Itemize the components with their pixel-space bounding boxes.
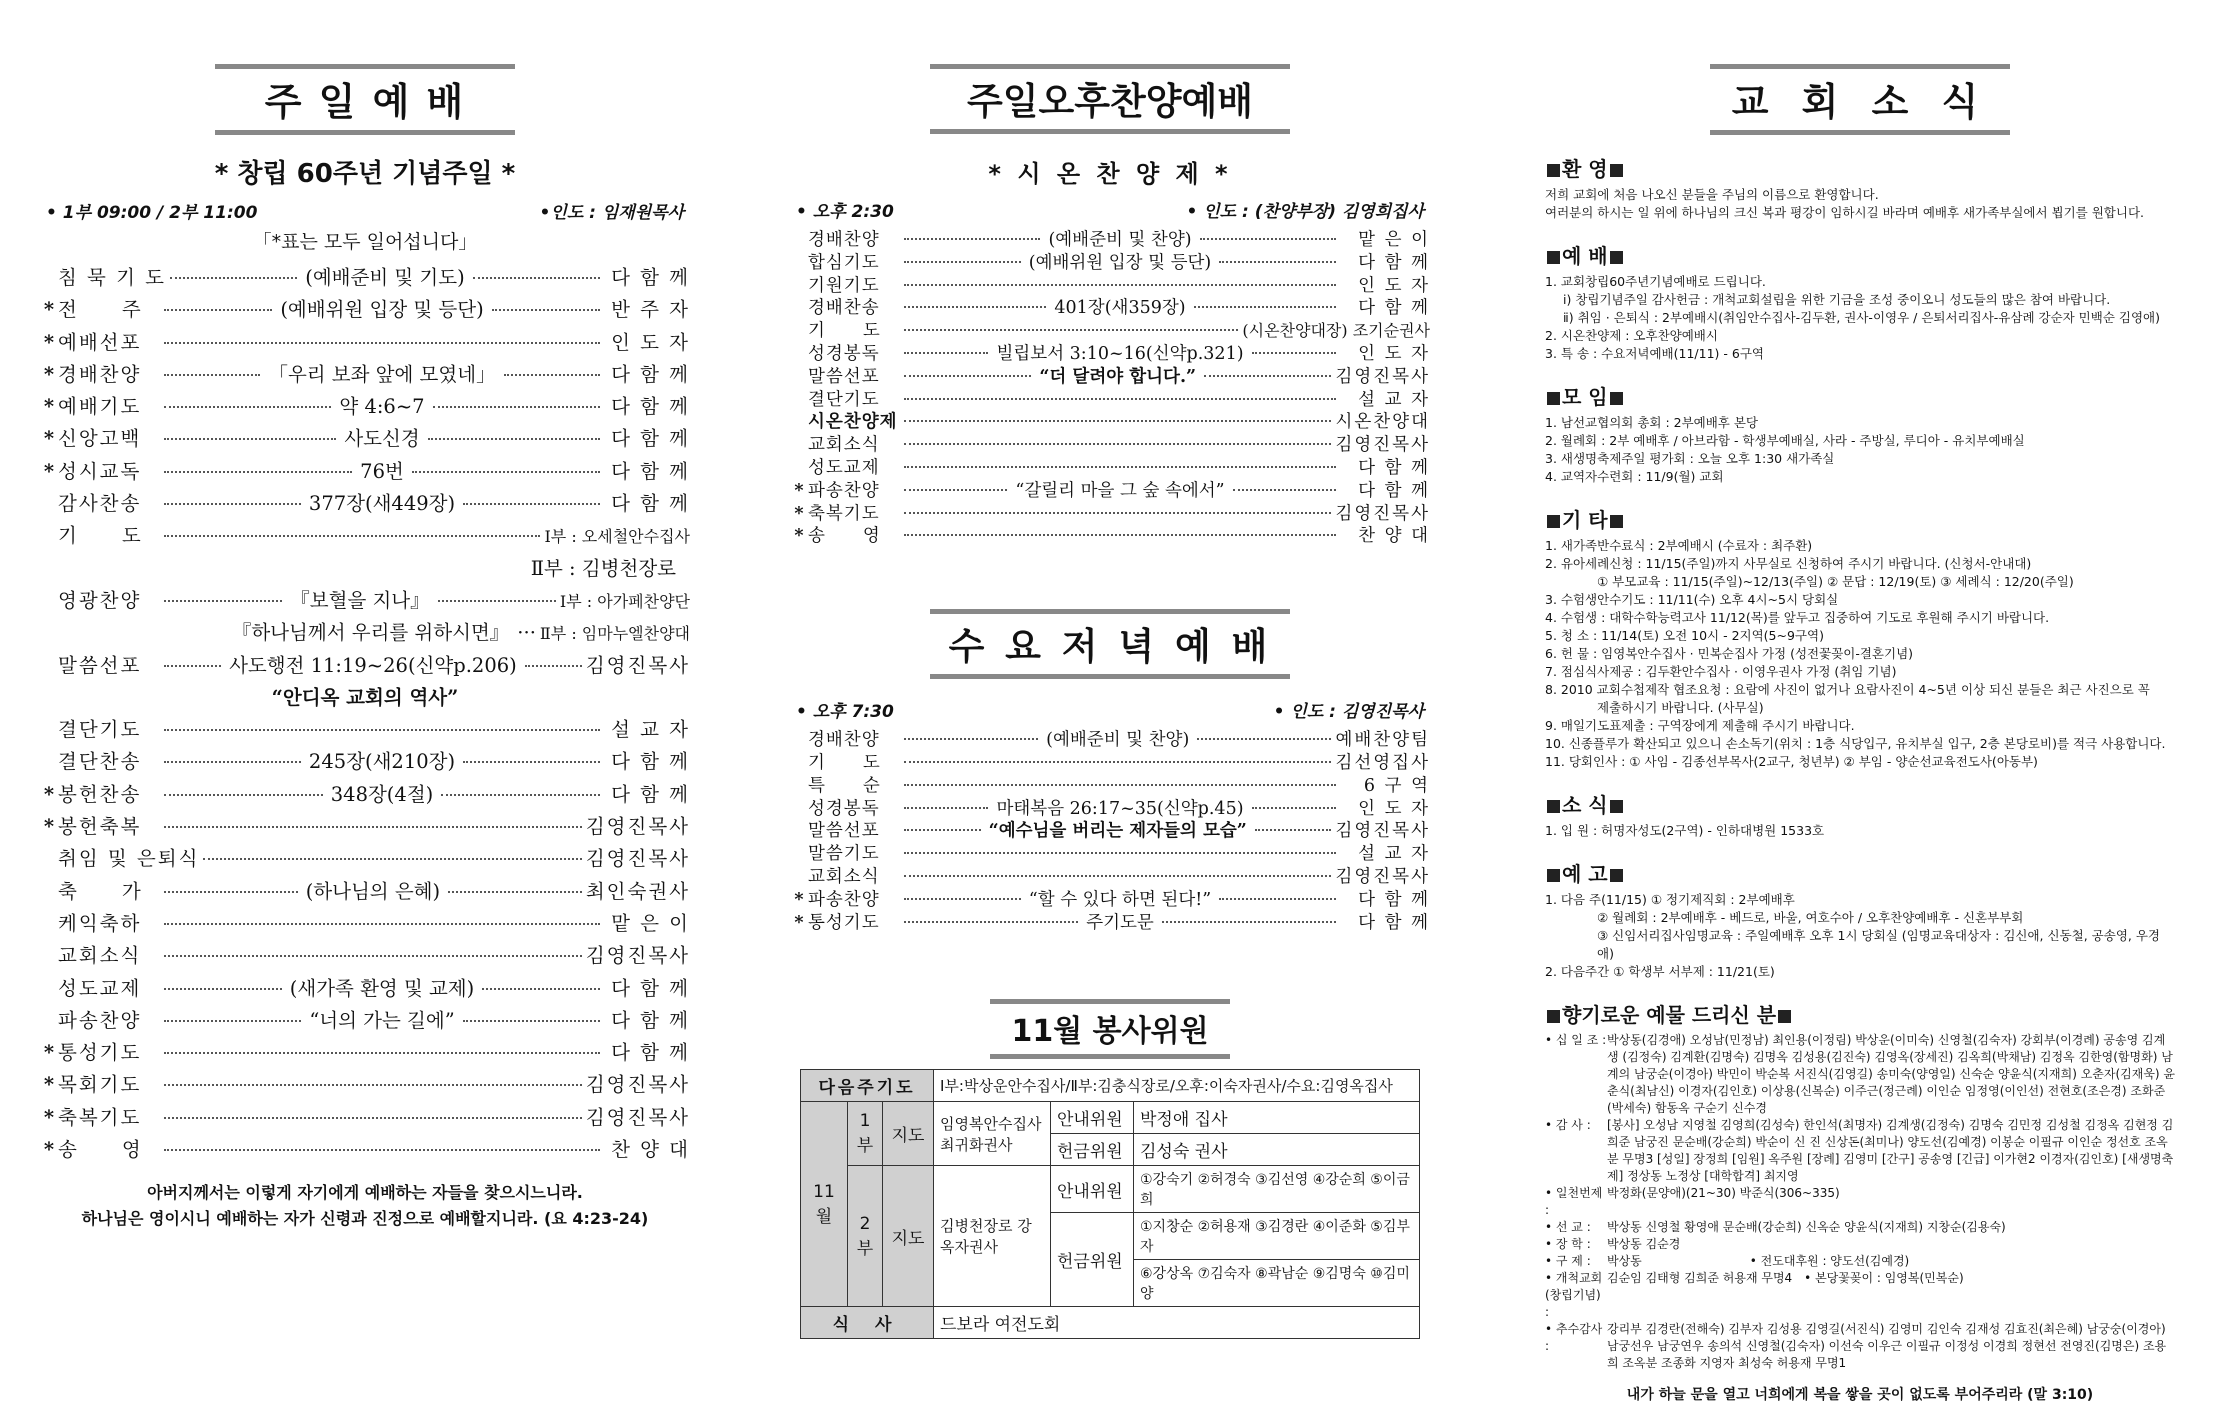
order-row-anthem: 영광찬양 『보혈을 지나』 Ⅰ부 : 아가페찬양단 — [58, 588, 690, 612]
wednesday-meta: • 오후 7:30 • 인도 : 김영진목사 — [796, 702, 1424, 723]
next-prayer-value: Ⅰ부:박상운안수집사/Ⅱ부:김충식장로/오후:이숙자권사/수요:김영옥집사 — [934, 1070, 1420, 1102]
part1-guide-label: 안내위원 — [1051, 1102, 1134, 1134]
offering-row: • 일천번제 : 박정화(문양애)(21~30) 박준식(306~335) — [1545, 1186, 1840, 1217]
order-label: 말씀선포 — [58, 653, 142, 677]
order-label: 말씀선포 — [808, 821, 880, 842]
order-label: 교회소식 — [808, 435, 880, 456]
order-list-1 — [40, 262, 690, 553]
worship-notices — [1545, 273, 2175, 363]
church-news-column — [1545, 0, 2175, 1408]
part1-offer: 김성숙 권사 — [1134, 1134, 1420, 1166]
order-row — [790, 340, 1430, 363]
order-row: * 송 영 찬 양 대 — [40, 1134, 690, 1166]
service-meta — [46, 198, 684, 223]
anniversary-subtitle: * 창립 60주년 기념주일 * — [214, 159, 516, 189]
order-label: 성시교독 — [58, 459, 142, 483]
order-detail: 사도행전 11:19~26(신약p.206) — [229, 653, 517, 677]
square-bullet-icon — [1547, 800, 1560, 813]
order-person: 김영진목사 — [585, 944, 690, 968]
order-row — [790, 726, 1430, 749]
square-bullet-icon — [1610, 164, 1623, 177]
order-label: 침 묵 기 도 — [58, 266, 166, 289]
order-label: 취임 및 은퇴식 — [58, 847, 200, 871]
meeting-notices — [1545, 414, 2175, 486]
order-detail: 348장(4절) — [330, 782, 434, 806]
notice-line: ⅰ) 창립기념주일 감사헌금 : 개척교회설립을 위한 기금을 조성 중이오니 성도들의 많은 참여 바랍니다. — [1563, 292, 2111, 307]
order-person: 다 함 께 — [1358, 912, 1430, 933]
wednesday-service-title: 수 요 저 녁 예 배 — [930, 609, 1290, 679]
notice-line: ③ 신임서리집사임명교육 : 주일예배후 오후 1시 당회실 (임명교육대상자 : 김신애, 신동철, 공송영, 우경애) — [1597, 928, 2160, 961]
order-detail: 76번 — [360, 459, 404, 483]
wednesday-order-list — [790, 726, 1430, 931]
order-row — [40, 714, 690, 746]
offering-heading: 향기로운 예물 드리신 분 — [1545, 999, 2175, 1028]
order-detail: (예배준비 및 찬양) — [1046, 730, 1190, 751]
order-person: 다 함 께 — [1358, 252, 1430, 273]
part2-cell: 2부 — [848, 1166, 883, 1307]
square-bullet-icon — [1547, 515, 1560, 528]
order-person: 다 함 께 — [1358, 457, 1430, 478]
notice-line: 8. 2010 교회수첩제작 협조요청 : 요람에 사진이 없거나 요람사진이 4~5년 이상 되신 분들은 최근 사진으로 꼭 — [1545, 682, 2150, 697]
square-bullet-icon — [1547, 869, 1560, 882]
order-person: 김영진목사 — [1335, 503, 1430, 524]
notice-line: 2. 월례회 : 2부 예배후 / 아브라함 - 학생부예배실, 사라 - 주방실, 루디아 - 유치부예배실 — [1545, 433, 2025, 448]
notice-line: 1. 다음 주(11/15) ① 정기제직회 : 2부예배후 — [1545, 892, 1795, 907]
part2-jido: 지도 — [883, 1166, 934, 1307]
afternoon-meta: • 오후 2:30 • 인도 : (찬양부장) 김영희집사 — [796, 202, 1424, 222]
order-person: 찬 양 대 — [611, 1138, 690, 1162]
order-label: 예배기도 — [58, 395, 142, 419]
volunteers-title: 11월 봉사위원 — [990, 999, 1230, 1059]
order-person: 설 교 자 — [1358, 844, 1430, 865]
order-row — [790, 294, 1430, 317]
notice-line: 2. 시온찬양제 : 오후찬양예배시 — [1545, 328, 1718, 343]
part1-cell: 1부 — [848, 1102, 883, 1166]
order-row — [40, 262, 690, 294]
order-row: * 성시교독 76번 다 함 께 — [40, 456, 690, 488]
order-label: 파송찬양 — [808, 889, 880, 910]
order-row — [40, 973, 690, 1005]
order-detail: 377장(새449장) — [308, 492, 456, 516]
part1-jido: 지도 — [883, 1102, 934, 1166]
order-label: 특 순 — [808, 775, 881, 796]
order-detail: 「우리 보좌 앞에 모였네」 — [268, 362, 496, 386]
afternoon-order-list — [790, 226, 1430, 545]
prayer-part2: Ⅱ부 : 김병천장로 — [530, 556, 676, 580]
notice-line: 10. 신종플루가 확산되고 있으니 손소독기(위치 : 1층 식당입구, 유치부실 입구, 2층 본당로비)를 적극 사용합니다. — [1545, 736, 2166, 751]
order-label: 전 주 — [58, 298, 143, 322]
order-detail: 주기도문 — [1086, 912, 1154, 933]
order-person: 맡 은 이 — [611, 911, 690, 935]
notice-line: 6. 헌 물 : 임영복안수집사 · 민복순집사 가정 (성전꽃꽂이-결혼기념) — [1545, 646, 1914, 661]
order-list-2 — [40, 650, 690, 682]
order-row — [790, 272, 1430, 295]
welcome-heading: 환 영 — [1545, 153, 2175, 182]
zion-festival-subtitle: * 시 온 찬 양 제 * — [988, 160, 1232, 188]
order-label: 경배찬양 — [808, 730, 880, 751]
notice-line: 1. 새가족반수료식 : 2부예배시 (수료자 : 최주환) — [1545, 538, 1813, 553]
order-label: 파송찬양 — [58, 1008, 142, 1032]
order-label: 축복기도 — [808, 503, 880, 524]
news-heading: 소 식 — [1545, 789, 2175, 818]
order-detail: “예수님을 버리는 제자들의 모습” — [988, 821, 1247, 842]
order-row — [790, 363, 1430, 386]
order-row — [790, 408, 1430, 431]
order-label: 경배찬양 — [808, 230, 880, 250]
order-label: 예배선포 — [58, 330, 142, 354]
order-person: 6 구 역 — [1363, 775, 1430, 796]
malachi-footer: 내가 하늘 문을 열고 너희에게 복을 쌓을 곳이 없도록 부어주리라 (말 3:10) — [1626, 1387, 2094, 1403]
notice-line: 4. 수험생 : 대학수학능력고사 11/12(목)를 앞두고 집중하여 기도로 후원해 주시기 바랍니다. — [1545, 610, 2050, 625]
order-person: 설 교 자 — [1358, 389, 1430, 410]
meal-label: 식 사 — [801, 1307, 934, 1339]
order-row: * 통성기도 다 함 께 — [40, 1037, 690, 1069]
order-person: 김영진목사 — [1335, 821, 1430, 842]
order-person: 다 함 께 — [611, 976, 691, 1000]
order-person: 다 함 께 — [611, 266, 690, 289]
order-detail: (하나님의 은혜) — [305, 879, 441, 903]
square-bullet-icon — [1547, 164, 1560, 177]
order-label: 파송찬양 — [808, 480, 880, 501]
order-person: 인 도 자 — [1358, 343, 1431, 364]
order-person: Ⅰ부 : 오세철안수집사 — [544, 527, 690, 547]
preview-heading: 예 고 — [1545, 858, 2175, 887]
order-person: 김영진목사 — [1335, 435, 1430, 456]
order-row — [40, 908, 690, 940]
order-person: 설 교 자 — [611, 718, 690, 742]
order-person: (시온찬양대장) 조기순권사 — [1242, 321, 1430, 341]
welcome-text — [1545, 186, 2175, 222]
order-person: 시온찬양대 — [1335, 412, 1430, 433]
notice-line: 7. 점심식사제공 : 김두환안수집사 · 이영우권사 가정 (취임 기념) — [1545, 664, 1897, 679]
order-person: 인 도 자 — [1358, 275, 1430, 296]
order-label: 성도교제 — [808, 457, 880, 478]
order-row — [40, 650, 690, 682]
sunday-service-title: 주 일 예 배 — [215, 64, 515, 135]
square-bullet-icon — [1610, 251, 1623, 264]
order-label: 경배찬양 — [58, 362, 142, 386]
notice-line: 1. 남선교협의회 총회 : 2부예배후 본당 — [1545, 415, 1759, 430]
order-row: * 예배기도 약 4:6~7 다 함 께 — [40, 391, 690, 423]
order-row — [790, 817, 1430, 840]
order-person: 김영진목사 — [585, 1105, 690, 1129]
order-person: 다 함 께 — [611, 782, 691, 806]
order-detail: 401장(새359장) — [1054, 298, 1186, 319]
order-label: 통성기도 — [808, 912, 880, 933]
sermon-title: “안디옥 교회의 역사” — [271, 685, 459, 709]
meal-value: 드보라 여전도회 — [934, 1307, 1420, 1339]
scripture-footer: 아버지께서는 이렇게 자기에게 예배하는 자들을 찾으시느니라. 하나님은 영이시니 예배하는 자가 신령과 진정으로 예배할지니라. (요 4:23-24) — [81, 1183, 649, 1229]
order-person: 인 도 자 — [611, 330, 690, 354]
worship-heading: 예 배 — [1545, 240, 2175, 269]
stand-note: 「*표는 모두 일어섭니다」 — [252, 231, 478, 253]
part2-offer-label: 헌금위원 — [1051, 1213, 1134, 1307]
next-prayer-label: 다음주기도 — [801, 1070, 934, 1102]
order-row: * 봉헌축복 김영진목사 — [40, 811, 690, 843]
square-bullet-icon — [1547, 1010, 1560, 1023]
order-label: 말씀선포 — [808, 366, 880, 387]
order-row: * 파송찬양 “갈릴리 마을 그 숲 속에서” 다 함 께 — [790, 477, 1430, 500]
notice-line: ② 월례회 : 2부예배후 - 베드로, 바울, 여호수아 / 오후찬양예배후 - 신혼부부회 — [1597, 910, 2024, 925]
order-label: 성도교제 — [58, 976, 142, 1000]
order-detail: (예배위원 입장 및 등단) — [1028, 252, 1212, 273]
notice-line: 4. 교역자수련회 : 11/9(월) 교회 — [1545, 469, 1724, 484]
order-label: 송 영 — [808, 526, 881, 547]
square-bullet-icon — [1547, 392, 1560, 405]
etc-heading: 기 타 — [1545, 504, 2175, 533]
order-row — [40, 520, 690, 552]
afternoon-service-title: 주일오후찬양예배 — [930, 64, 1290, 134]
order-row — [790, 772, 1430, 795]
order-person: 다 함 께 — [1358, 480, 1431, 501]
offering-row: • 장 학 : 박상동 김순경 — [1545, 1237, 1681, 1251]
order-person: 다 함 께 — [611, 459, 690, 483]
part2-leaders: 김병천장로 강옥자권사 — [934, 1166, 1051, 1307]
order-person: 찬 양 대 — [1358, 526, 1430, 547]
order-detail: “갈릴리 마을 그 숲 속에서” — [1015, 480, 1225, 501]
order-row — [790, 863, 1430, 886]
square-bullet-icon — [1610, 800, 1623, 813]
order-row — [40, 1005, 690, 1037]
order-person: 반 주 자 — [611, 298, 691, 322]
square-bullet-icon — [1778, 1010, 1791, 1023]
part1-leaders: 임영복안수집사 최귀화권사 — [934, 1102, 1051, 1166]
order-person: 김영진목사 — [585, 653, 690, 677]
part2-guide: ①강숙기 ②허경숙 ③김선영 ④강순희 ⑤이금희 — [1134, 1166, 1420, 1213]
notice-line: 5. 청 소 : 11/14(토) 오전 10시 - 2지역(5~9구역) — [1545, 628, 1824, 643]
notice-line: 11. 당회인사 : ① 사임 - 김종선부목사(2교구, 청년부) ② 부임 - 양순선교육전도사(아동부) — [1545, 754, 2038, 769]
order-person: 김영진목사 — [585, 1073, 690, 1097]
order-row — [790, 795, 1430, 818]
order-row — [40, 876, 690, 908]
order-row — [790, 840, 1430, 863]
order-label: 신앙고백 — [58, 427, 142, 451]
notice-line: 3. 특 송 : 수요저녁예배(11/11) - 6구역 — [1545, 346, 1764, 361]
order-person: 김선영집사 — [1335, 752, 1430, 773]
order-detail: 245장(새210장) — [308, 750, 456, 774]
order-detail: (새가족 환영 및 교제) — [289, 976, 475, 1000]
order-label: 결단기도 — [808, 389, 880, 410]
order-label: 케익축하 — [58, 911, 142, 935]
order-person: 다 함 께 — [611, 750, 691, 774]
order-list-3 — [40, 714, 690, 1166]
order-row: * 신앙고백 사도신경 다 함 께 — [40, 423, 690, 455]
order-row — [790, 249, 1430, 272]
order-person: 예배찬양팀 — [1335, 730, 1430, 751]
service-time: • 1부 09:00 / 2부 11:00 — [46, 203, 258, 223]
order-label: 감사찬송 — [58, 492, 142, 516]
order-detail: (예배준비 및 기도) — [305, 266, 465, 289]
service-leader: •인도 : 임재원목사 — [539, 203, 684, 223]
order-label: 기 도 — [58, 524, 143, 548]
order-person: 다 함 께 — [611, 1041, 690, 1065]
order-row: * 축복기도 김영진목사 — [40, 1102, 690, 1134]
order-row: * 목회기도 김영진목사 — [40, 1069, 690, 1101]
order-label: 성경봉독 — [808, 343, 880, 364]
part2-offer-1: ①지창순 ②허용재 ③김경란 ④이준화 ⑤김부자 — [1134, 1213, 1420, 1260]
notice-line: ① 부모교육 : 11/15(주일)~12/13(주일) ② 문답 : 12/19(토) ③ 세례식 : 12/20(주일) — [1597, 574, 2074, 589]
notice-line: 3. 수험생안수기도 : 11/11(수) 오후 4시~5시 당회실 — [1545, 592, 1839, 607]
offering-row: • 개척교회(창립기념) : 김순임 김태형 김희준 허용재 무명4 • 본당꽃꽂이 : 임영복(민복순) — [1545, 1271, 1964, 1319]
order-row: * 예배선포 인 도 자 — [40, 327, 690, 359]
order-label: 송 영 — [58, 1138, 143, 1162]
order-row: * 파송찬양 “할 수 있다 하면 된다!” 다 함 께 — [790, 886, 1430, 909]
order-row: * 통성기도 주기도문 다 함 께 — [790, 909, 1430, 932]
square-bullet-icon — [1610, 515, 1623, 528]
notice-line: 2. 다음주간 ① 학생부 서부제 : 11/21(토) — [1545, 964, 1775, 979]
order-row — [790, 386, 1430, 409]
etc-notices — [1545, 537, 2175, 771]
offering-list — [1545, 1032, 2175, 1372]
order-row: * 축복기도 김영진목사 — [790, 500, 1430, 523]
order-person: 김영진목사 — [585, 815, 690, 839]
order-detail: (예배위원 입장 및 등단) — [280, 298, 484, 322]
order-detail: 약 4:6~7 — [339, 395, 425, 419]
order-label: 통성기도 — [58, 1041, 142, 1065]
part2-guide-label: 안내위원 — [1051, 1166, 1134, 1213]
order-label: 결단기도 — [58, 718, 142, 742]
meeting-heading: 모 임 — [1545, 381, 2175, 410]
order-person: 다 함 께 — [611, 427, 691, 451]
order-person: 김영진목사 — [1335, 866, 1430, 887]
order-label: 성경봉독 — [808, 798, 880, 819]
offering-row: • 선 교 : 박상동 신영철 황영애 문순배(강순희) 신옥순 양윤식(지재희) 지창순(김용숙) — [1545, 1220, 2006, 1234]
notice-line: ⅱ) 취임 · 은퇴식 : 2부예배시(취임안수집사-김두환, 권사-이영우 / 은퇴서리집사-유삼례 강순자 민백순 김영애) — [1563, 310, 2160, 325]
order-row: * 송 영 찬 양 대 — [790, 522, 1430, 545]
order-row — [790, 749, 1430, 772]
order-detail: “더 달려야 합니다.” — [1039, 366, 1197, 387]
sunday-service-column — [40, 0, 690, 1232]
order-row: * 봉헌찬송 348장(4절) 다 함 께 — [40, 779, 690, 811]
order-detail: “너의 가는 길에” — [309, 1008, 455, 1032]
order-detail: “할 수 있다 하면 된다!” — [1028, 889, 1212, 910]
order-label: 교회소식 — [808, 866, 880, 887]
notice-line: 여러분의 하시는 일 위에 하나님의 크신 복과 평강이 임하시길 바라며 예배후 새가족부실에서 뵙기를 원합니다. — [1545, 205, 2145, 220]
order-row — [790, 226, 1430, 249]
order-label: 교회소식 — [58, 944, 142, 968]
volunteers-table — [800, 1069, 1420, 1339]
order-person: 맡 은 이 — [1358, 230, 1430, 250]
order-label: 목회기도 — [58, 1073, 142, 1097]
order-detail: 사도신경 — [344, 427, 420, 451]
notice-line: 9. 매일기도표제출 : 구역장에게 제출해 주시기 바랍니다. — [1545, 718, 1855, 733]
order-person: 김영진목사 — [585, 847, 690, 871]
order-row — [790, 317, 1430, 340]
order-row: * 경배찬양 「우리 보좌 앞에 모였네」 다 함 께 — [40, 359, 690, 391]
order-label: 합심기도 — [808, 252, 880, 273]
order-label: 축복기도 — [58, 1105, 142, 1129]
order-row-anthem-2: 『하나님께서 우리를 위하시면』 ··· Ⅱ부 : 임마누엘찬양대 — [231, 621, 690, 645]
order-label: 경배찬송 — [808, 298, 880, 319]
square-bullet-icon — [1610, 869, 1623, 882]
offering-row: • 십 일 조 : 박상동(김경애) 오성남(민정남) 최인용(이정림) 박상운(이미숙) 신영철(김숙자) 강회부(이경례) 공송영 김계생 (김정숙) 김계환(김명숙) 김명옥 김성용(김진숙) 김영옥(장세진) 김옥희(박채남) 김정옥 김한영(함명화) 남계의 남궁순(이경아) 박민이 박순복 서진식(김영길) 송미숙(양영일) 신숙순 양윤식(지재희) 오춘자(김재욱) 윤춘식(최남신) 이경자(김인호) 이상용(신복순) 이주근(정근례) 이인순 임정영(이인선) 전현호(조은경) 조화준 (박세숙) 함동옥 구순기 신수경 — [1545, 1033, 2176, 1115]
order-person: 김영진목사 — [1335, 366, 1430, 387]
order-person: 다 함 께 — [611, 395, 691, 419]
order-person: 최인숙권사 — [585, 879, 690, 903]
order-label: 말씀기도 — [808, 844, 880, 865]
notice-line: 제출하시기 바랍니다. (사무실) — [1597, 700, 1764, 715]
offering-row: • 추수감사 : 강리부 김경란(전해숙) 김부자 김성용 김영길(서진식) 김영미 김인숙 김재성 김효진(최은혜) 남궁숭(이경아) 남궁선우 남궁연우 송의석 신영철(김숙자) 이선숙 이우근 이필규 이정성 이경희 정현선 전영진(김명은) 조용희 조옥분 조종화 지영자 최성숙 허용재 무명1 — [1545, 1322, 2167, 1370]
order-label: 기원기도 — [808, 275, 880, 296]
order-row — [790, 431, 1430, 454]
notice-line: 저희 교회에 처음 나오신 분들을 주님의 이름으로 환영합니다. — [1545, 187, 1879, 202]
church-news-title: 교 회 소 식 — [1710, 64, 2010, 135]
afternoon-service-column — [790, 0, 1430, 1339]
part2-offer-2: ⑥강상옥 ⑦김숙자 ⑧곽남순 ⑨김명숙 ⑩김미양 — [1134, 1260, 1420, 1307]
order-label: 봉헌축복 — [58, 815, 142, 839]
order-row — [790, 454, 1430, 477]
news-notices — [1545, 822, 2175, 840]
order-label: 봉헌찬송 — [58, 782, 142, 806]
notice-line: 1. 입 원 : 허명자성도(2구역) - 인하대병원 1533호 — [1545, 823, 1825, 838]
notice-line: 1. 교회창립60주년기념예배로 드립니다. — [1545, 274, 1766, 289]
order-label: 축 가 — [58, 879, 143, 903]
order-row — [40, 488, 690, 520]
order-row — [40, 843, 690, 875]
notice-line: 2. 유아세례신청 : 11/15(주일)까지 사무실로 신청하여 주시기 바랍니다. (신청서-안내대) — [1545, 556, 2032, 571]
notice-line: 3. 새생명축제주일 평가회 : 오늘 오후 1:30 새가족실 — [1545, 451, 1835, 466]
order-detail: (예배준비 및 찬양) — [1048, 230, 1192, 250]
offering-row: • 구 제 : 박상동 • 전도대후원 : 양도선(김예경) — [1545, 1254, 1910, 1268]
order-person: 다 함 께 — [1358, 298, 1430, 319]
order-label: 시온찬양제 — [808, 412, 898, 433]
order-label: 기 도 — [808, 752, 881, 773]
order-row — [40, 746, 690, 778]
order-row — [40, 940, 690, 972]
order-person: 다 함 께 — [611, 362, 691, 386]
part1-guide: 박정애 집사 — [1134, 1102, 1420, 1134]
order-person: 다 함 께 — [1358, 889, 1431, 910]
order-row: * 전 주 (예배위원 입장 및 등단) 반 주 자 — [40, 294, 690, 326]
part1-offer-label: 헌금위원 — [1051, 1134, 1134, 1166]
square-bullet-icon — [1547, 251, 1560, 264]
order-detail: 마태복음 26:17~35(신약p.45) — [996, 798, 1244, 819]
order-person: 인 도 자 — [1358, 798, 1431, 819]
offering-row: • 감 사 : [봉사] 오성남 지영철 김영희(김성숙) 한인석(최명자) 김계생(김정숙) 김명숙 김민정 김성철 김정옥 김현정 김희준 남궁진 문순배(강순희) 박순이 신 진 신상돈(최미나) 양도선(김예경) 이봉순 이필규 이인순 정선호 조옥분 무명3 [성일] 장정희 [임원] 옥주원 [장례] 김영미 [간구] 공송영 [긴급] 이가현2 이경자(김인호) [새생명축제] 정상동 노정상 [대학합격] 최지영 — [1545, 1118, 2174, 1183]
month-cell: 11월 — [801, 1102, 848, 1307]
order-detail: 빌립보서 3:10~16(신약p.321) — [996, 343, 1244, 364]
square-bullet-icon — [1610, 392, 1623, 405]
order-person: 다 함 께 — [611, 492, 691, 516]
order-label: 결단찬송 — [58, 750, 142, 774]
preview-notices — [1545, 891, 2175, 981]
order-label: 기 도 — [808, 321, 881, 342]
order-person: 다 함 께 — [611, 1008, 691, 1032]
